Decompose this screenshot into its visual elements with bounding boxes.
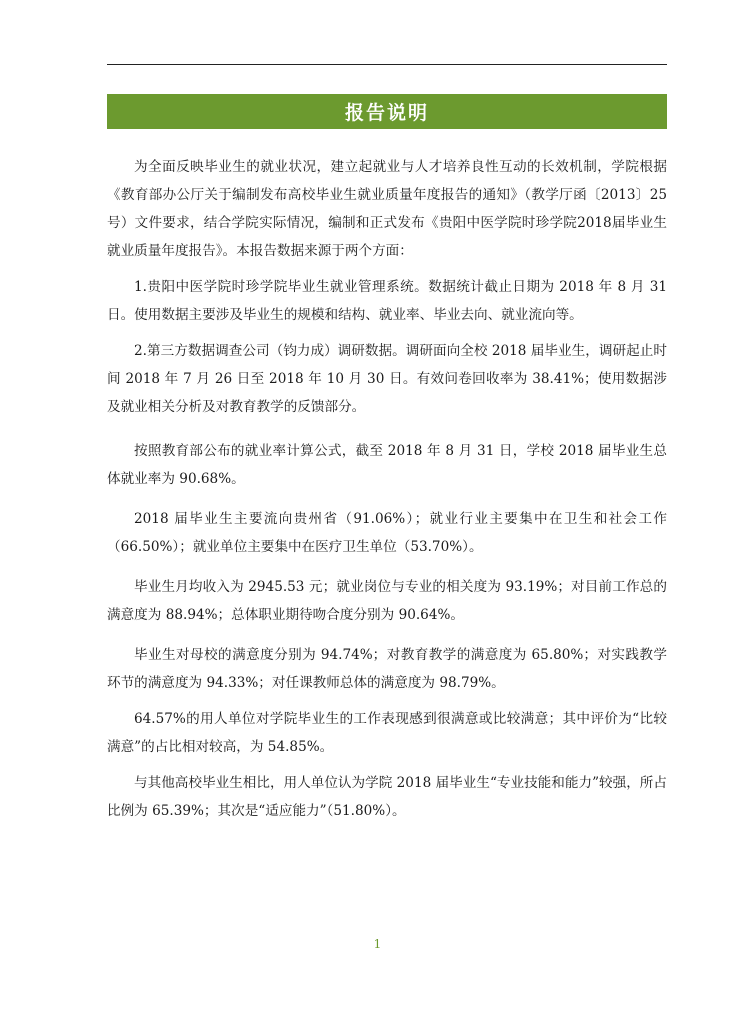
- report-body: [107, 153, 667, 825]
- intro-paragraph: 为全面反映毕业生的就业状况，建立起就业与人才培养良性互动的长效机制，学院根据《教育部办公厅关于编制发布高校毕业生就业质量年度报告的通知》（教学厅函〔2013〕25号）文件要求，结合学院实际情况，编制和正式发布《贵阳中医学院时珍学院2018届毕业生就业质量年度报告》。本报告数据来源于两个方面：: [107, 159, 667, 259]
- data-source-1-paragraph: 1.贵阳中医学院时珍学院毕业生就业管理系统。数据统计截止日期为 2018 年 8 月 31 日。使用数据主要涉及毕业生的规模和结构、就业率、毕业去向、就业流向等。: [107, 279, 667, 323]
- satisfaction-paragraph: 毕业生对母校的满意度分别为 94.74%；对教育教学的满意度为 65.80%；对实践教学环节的满意度为 94.33%；对任课教师总体的满意度为 98.79%。: [107, 647, 667, 691]
- header-rule: [107, 64, 667, 65]
- employment-rate-paragraph: 按照教育部公布的就业率计算公式，截至 2018 年 8 月 31 日，学校 2018 届毕业生总体就业率为 90.68%。: [107, 443, 667, 487]
- data-source-2-paragraph: 2.第三方数据调查公司（钧力成）调研数据。调研面向全校 2018 届毕业生，调研起止时间 2018 年 7 月 26 日至 2018 年 10 月 30 日。有效问卷回收率为 38.41%；使用数据涉及就业相关分析及对教育教学的反馈部分。: [107, 343, 667, 415]
- section-title-banner: [107, 94, 667, 129]
- employer-evaluation-paragraph: 与其他高校毕业生相比，用人单位认为学院 2018 届毕业生“专业技能和能力”较强，所占比例为 65.39%；其次是“适应能力”（51.80%）。: [107, 775, 667, 819]
- page-title: 报告说明: [344, 102, 429, 124]
- income-paragraph: 毕业生月均收入为 2945.53 元；就业岗位与专业的相关度为 93.19%；对目前工作总的满意度为 88.94%；总体职业期待吻合度分别为 90.64%。: [107, 579, 667, 623]
- employer-satisfaction-paragraph: 64.57%的用人单位对学院毕业生的工作表现感到很满意或比较满意；其中评价为“比较满意”的占比相对较高，为 54.85%。: [107, 711, 667, 755]
- employment-flow-paragraph: 2018 届毕业生主要流向贵州省（91.06%）；就业行业主要集中在卫生和社会工作（66.50%）；就业单位主要集中在医疗卫生单位（53.70%）。: [107, 511, 667, 555]
- page-number: 1: [373, 937, 382, 951]
